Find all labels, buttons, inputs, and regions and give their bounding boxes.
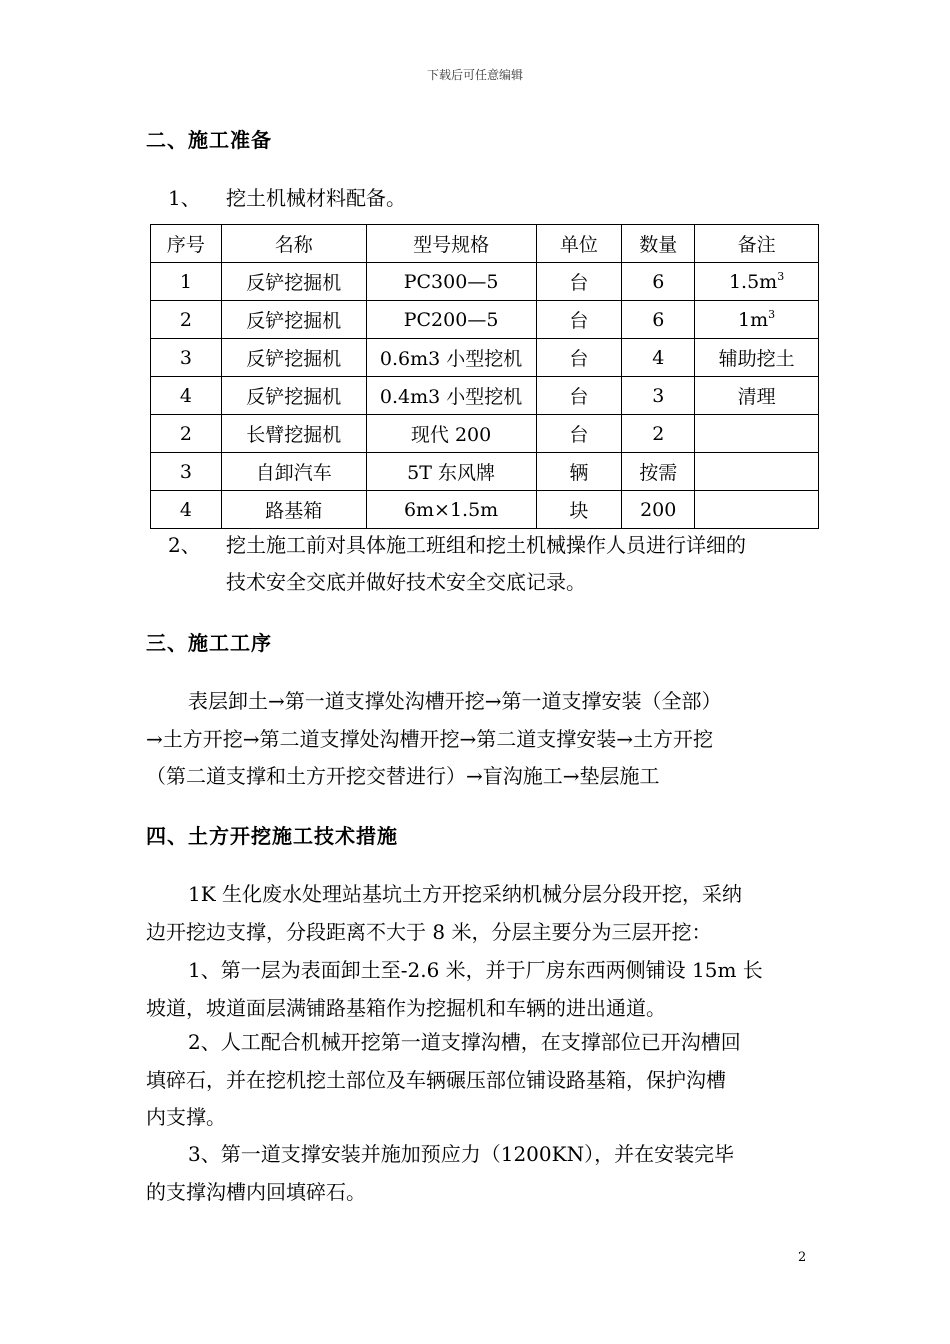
table-header-cell: 单位 [536, 225, 622, 263]
cell-no: 2 [151, 415, 222, 453]
note-text: 1m [738, 308, 769, 331]
item-1-text: 挖土机械材料配备。 [226, 186, 406, 210]
cell-name: 反铲挖掘机 [221, 301, 366, 339]
note-superscript: 3 [777, 269, 785, 283]
table-row [151, 263, 819, 301]
cell-spec: 6m×1.5m [366, 491, 536, 529]
item-1-number: 1、 [168, 186, 201, 210]
equipment-table [150, 224, 819, 529]
note-superscript: 3 [768, 307, 776, 321]
cell-qty: 200 [622, 491, 695, 529]
cell-qty: 6 [622, 301, 695, 339]
header-note: 下载后可任意编辑 [426, 68, 523, 82]
cell-qty: 2 [622, 415, 695, 453]
table-header-cell: 型号规格 [366, 225, 536, 263]
paragraph-4-line-2: 的支撑沟槽内回填碎石。 [146, 1180, 366, 1204]
paragraph-4-line-1: 3、第一道支撑安装并施加预应力（1200KN），并在安装完毕 [188, 1142, 735, 1166]
cell-qty: 按需 [622, 453, 695, 491]
cell-name: 自卸汽车 [221, 453, 366, 491]
table-row [151, 415, 819, 453]
cell-no: 2 [151, 301, 222, 339]
item-2-line-2: 技术安全交底并做好技术安全交底记录。 [226, 570, 586, 594]
cell-spec: 现代 200 [366, 415, 536, 453]
process-line-3: （第二道支撑和土方开挖交替进行）→盲沟施工→垫层施工 [146, 764, 660, 788]
cell-name: 反铲挖掘机 [221, 377, 366, 415]
table-row [151, 377, 819, 415]
cell-note [695, 491, 819, 529]
table-row [151, 453, 819, 491]
cell-qty: 3 [622, 377, 695, 415]
section-2-heading: 二、施工准备 [146, 128, 272, 152]
cell-unit: 台 [536, 415, 622, 453]
cell-note [695, 301, 819, 339]
cell-no: 3 [151, 339, 222, 377]
table-header-cell: 数量 [622, 225, 695, 263]
table-row [151, 301, 819, 339]
table-header-cell: 备注 [695, 225, 819, 263]
item-2-line-1: 挖土施工前对具体施工班组和挖土机械操作人员进行详细的 [226, 533, 746, 557]
cell-spec: 0.4m3 小型挖机 [366, 377, 536, 415]
paragraph-3-line-1: 2、人工配合机械开挖第一道支撑沟槽，在支撑部位已开沟槽回 [188, 1030, 741, 1054]
page-number: 2 [798, 1250, 807, 1265]
cell-qty: 6 [622, 263, 695, 301]
cell-no: 1 [151, 263, 222, 301]
cell-name: 反铲挖掘机 [221, 339, 366, 377]
cell-note: 辅助挖土 [695, 339, 819, 377]
table-header-row [151, 225, 819, 263]
cell-note [695, 453, 819, 491]
note-text: 1.5m [728, 270, 778, 293]
cell-note [695, 415, 819, 453]
cell-no: 3 [151, 453, 222, 491]
cell-name: 反铲挖掘机 [221, 263, 366, 301]
process-line-1: 表层卸土→第一道支撑处沟槽开挖→第一道支撑安装（全部） [188, 689, 722, 713]
cell-unit: 辆 [536, 453, 622, 491]
paragraph-2-line-2: 坡道，坡道面层满铺路基箱作为挖掘机和车辆的进出通道。 [146, 996, 666, 1020]
process-line-2: →土方开挖→第二道支撑处沟槽开挖→第二道支撑安装→土方开挖 [146, 727, 714, 751]
paragraph-3-line-3: 内支撑。 [146, 1105, 226, 1129]
table-row [151, 339, 819, 377]
cell-unit: 台 [536, 339, 622, 377]
cell-note: 清理 [695, 377, 819, 415]
table-header-cell: 序号 [151, 225, 222, 263]
cell-name: 路基箱 [221, 491, 366, 529]
paragraph-2-line-1: 1、第一层为表面卸土至-2.6 米，并于厂房东西两侧铺设 15m 长 [188, 958, 763, 982]
cell-name: 长臂挖掘机 [221, 415, 366, 453]
cell-spec: 5T 东风牌 [366, 453, 536, 491]
cell-unit: 块 [536, 491, 622, 529]
table-header-cell: 名称 [221, 225, 366, 263]
cell-qty: 4 [622, 339, 695, 377]
cell-spec: PC300—5 [366, 263, 536, 301]
cell-no: 4 [151, 491, 222, 529]
cell-spec: PC200—5 [366, 301, 536, 339]
paragraph-1-line-1: 1K 生化废水处理站基坑土方开挖采纳机械分层分段开挖，采纳 [188, 882, 743, 906]
cell-no: 4 [151, 377, 222, 415]
section-3-heading: 三、施工工序 [146, 631, 272, 655]
item-2-number: 2、 [168, 533, 201, 557]
cell-unit: 台 [536, 263, 622, 301]
cell-unit: 台 [536, 377, 622, 415]
cell-note [695, 263, 819, 301]
paragraph-1-line-2: 边开挖边支撑，分段距离不大于 8 米，分层主要分为三层开挖： [146, 920, 712, 944]
table-row [151, 491, 819, 529]
cell-unit: 台 [536, 301, 622, 339]
cell-spec: 0.6m3 小型挖机 [366, 339, 536, 377]
paragraph-3-line-2: 填碎石，并在挖机挖土部位及车辆碾压部位铺设路基箱，保护沟槽 [146, 1068, 726, 1092]
section-4-heading: 四、土方开挖施工技术措施 [146, 824, 398, 848]
